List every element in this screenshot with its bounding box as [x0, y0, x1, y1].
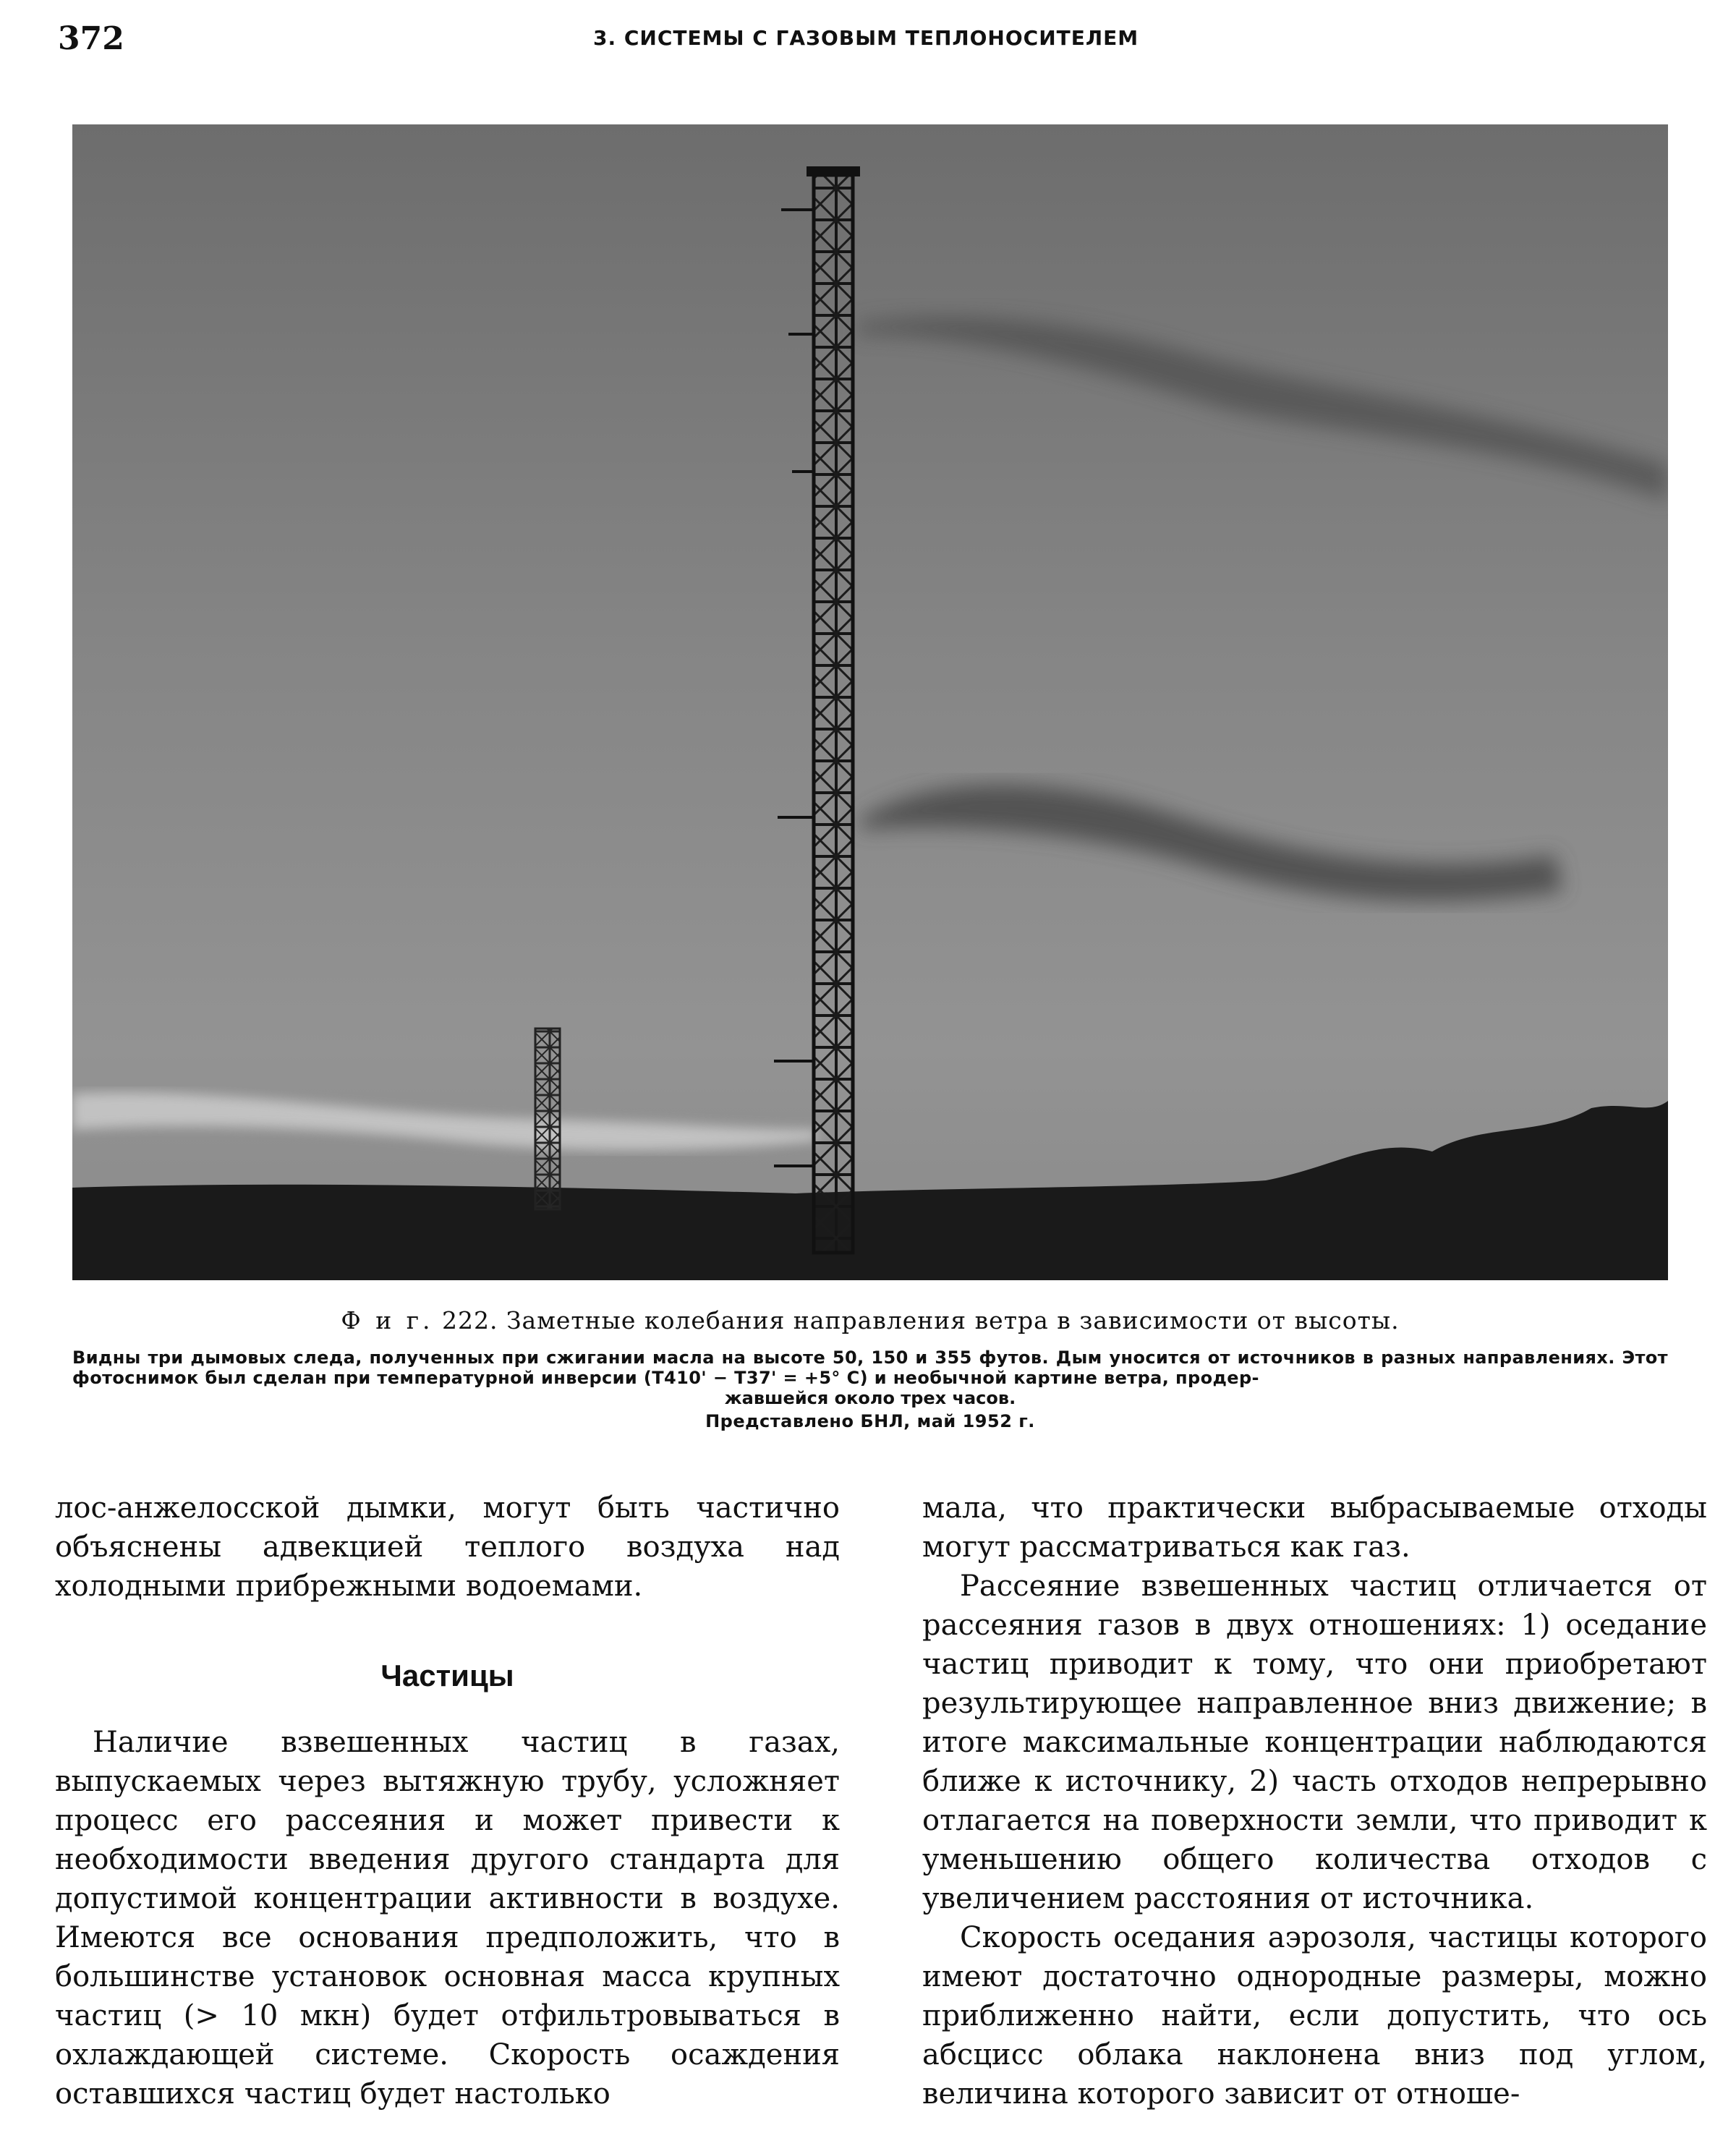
right-column — [922, 1489, 1707, 2113]
figure-description-end: жавшейся около трех часов. — [724, 1388, 1016, 1408]
left-column — [55, 1489, 840, 2113]
figure-label: Ф и г. — [341, 1306, 434, 1334]
figure-title-line — [72, 1306, 1668, 1334]
figure-caption — [72, 1306, 1668, 1431]
page-header — [58, 20, 1671, 64]
right-paragraph-1: мала, что практически выбрасываемые отходы могут рассматриваться как газ. — [922, 1491, 1707, 1564]
right-paragraph-3: Скорость оседания аэрозоля, частицы которого имеют достаточно однородные размеры, можно приближенно найти, если допустить, что ось абсцисс облака наклонена вниз под углом, величина которого зависит от отноше- — [922, 1921, 1707, 2111]
left-paragraph-1: лос-анжелосской дымки, могут быть частично объяснены адвекцией теплого воздуха над холодными прибрежными водоемами. — [55, 1491, 840, 1603]
figure-title: Заметные колебания направления ветра в зависимости от высоты. — [506, 1306, 1400, 1334]
right-paragraph-2: Рассеяние взвешенных частиц отличается от рассеяния газов в двух отношениях: 1) оседание частиц приводит к тому, что они приобретают результирующее направленное вниз движение; в итоге максимальные концентрации наблюдаются ближе к источнику, 2) часть отходов непрерывно отлагается на поверхности земли, что приводит к уменьшению общего количества отходов с увеличением расстояния от источника. — [922, 1570, 1707, 1915]
left-paragraph-2: Наличие взвешенных частиц в газах, выпускаемых через вытяжную трубу, усложняет процесс его рассеяния и может привести к необходимости введения другого стандарта для допустимой концентрации активности в воздухе. Имеются все основания предположить, что в большинстве установок основная масса крупных частиц (> 10 мкн) будет отфильтровываться в охлаждающей системе. Скорость осаждения оставшихся частиц будет настолько — [55, 1726, 840, 2111]
section-heading: Частицы — [380, 1659, 514, 1692]
running-head: 3. СИСТЕМЫ С ГАЗОВЫМ ТЕПЛОНОСИТЕЛЕМ — [593, 26, 1139, 50]
figure-credit: Представлено БНЛ, май 1952 г. — [705, 1411, 1035, 1431]
figure-photo — [72, 124, 1668, 1280]
page-number: 372 — [58, 20, 124, 57]
tower-smoke-photo — [72, 124, 1668, 1280]
figure-description: Видны три дымовых следа, полученных при сжигании масла на высоте 50, 150 и 355 футов. Дым уносится от источников в разных направлениях. Этот фотоснимок был сделан при температурной инверсии (T410' − T37' = +5° C) и необычной картине ветра, продер- — [72, 1347, 1668, 1388]
figure-number: 222. — [442, 1306, 498, 1334]
